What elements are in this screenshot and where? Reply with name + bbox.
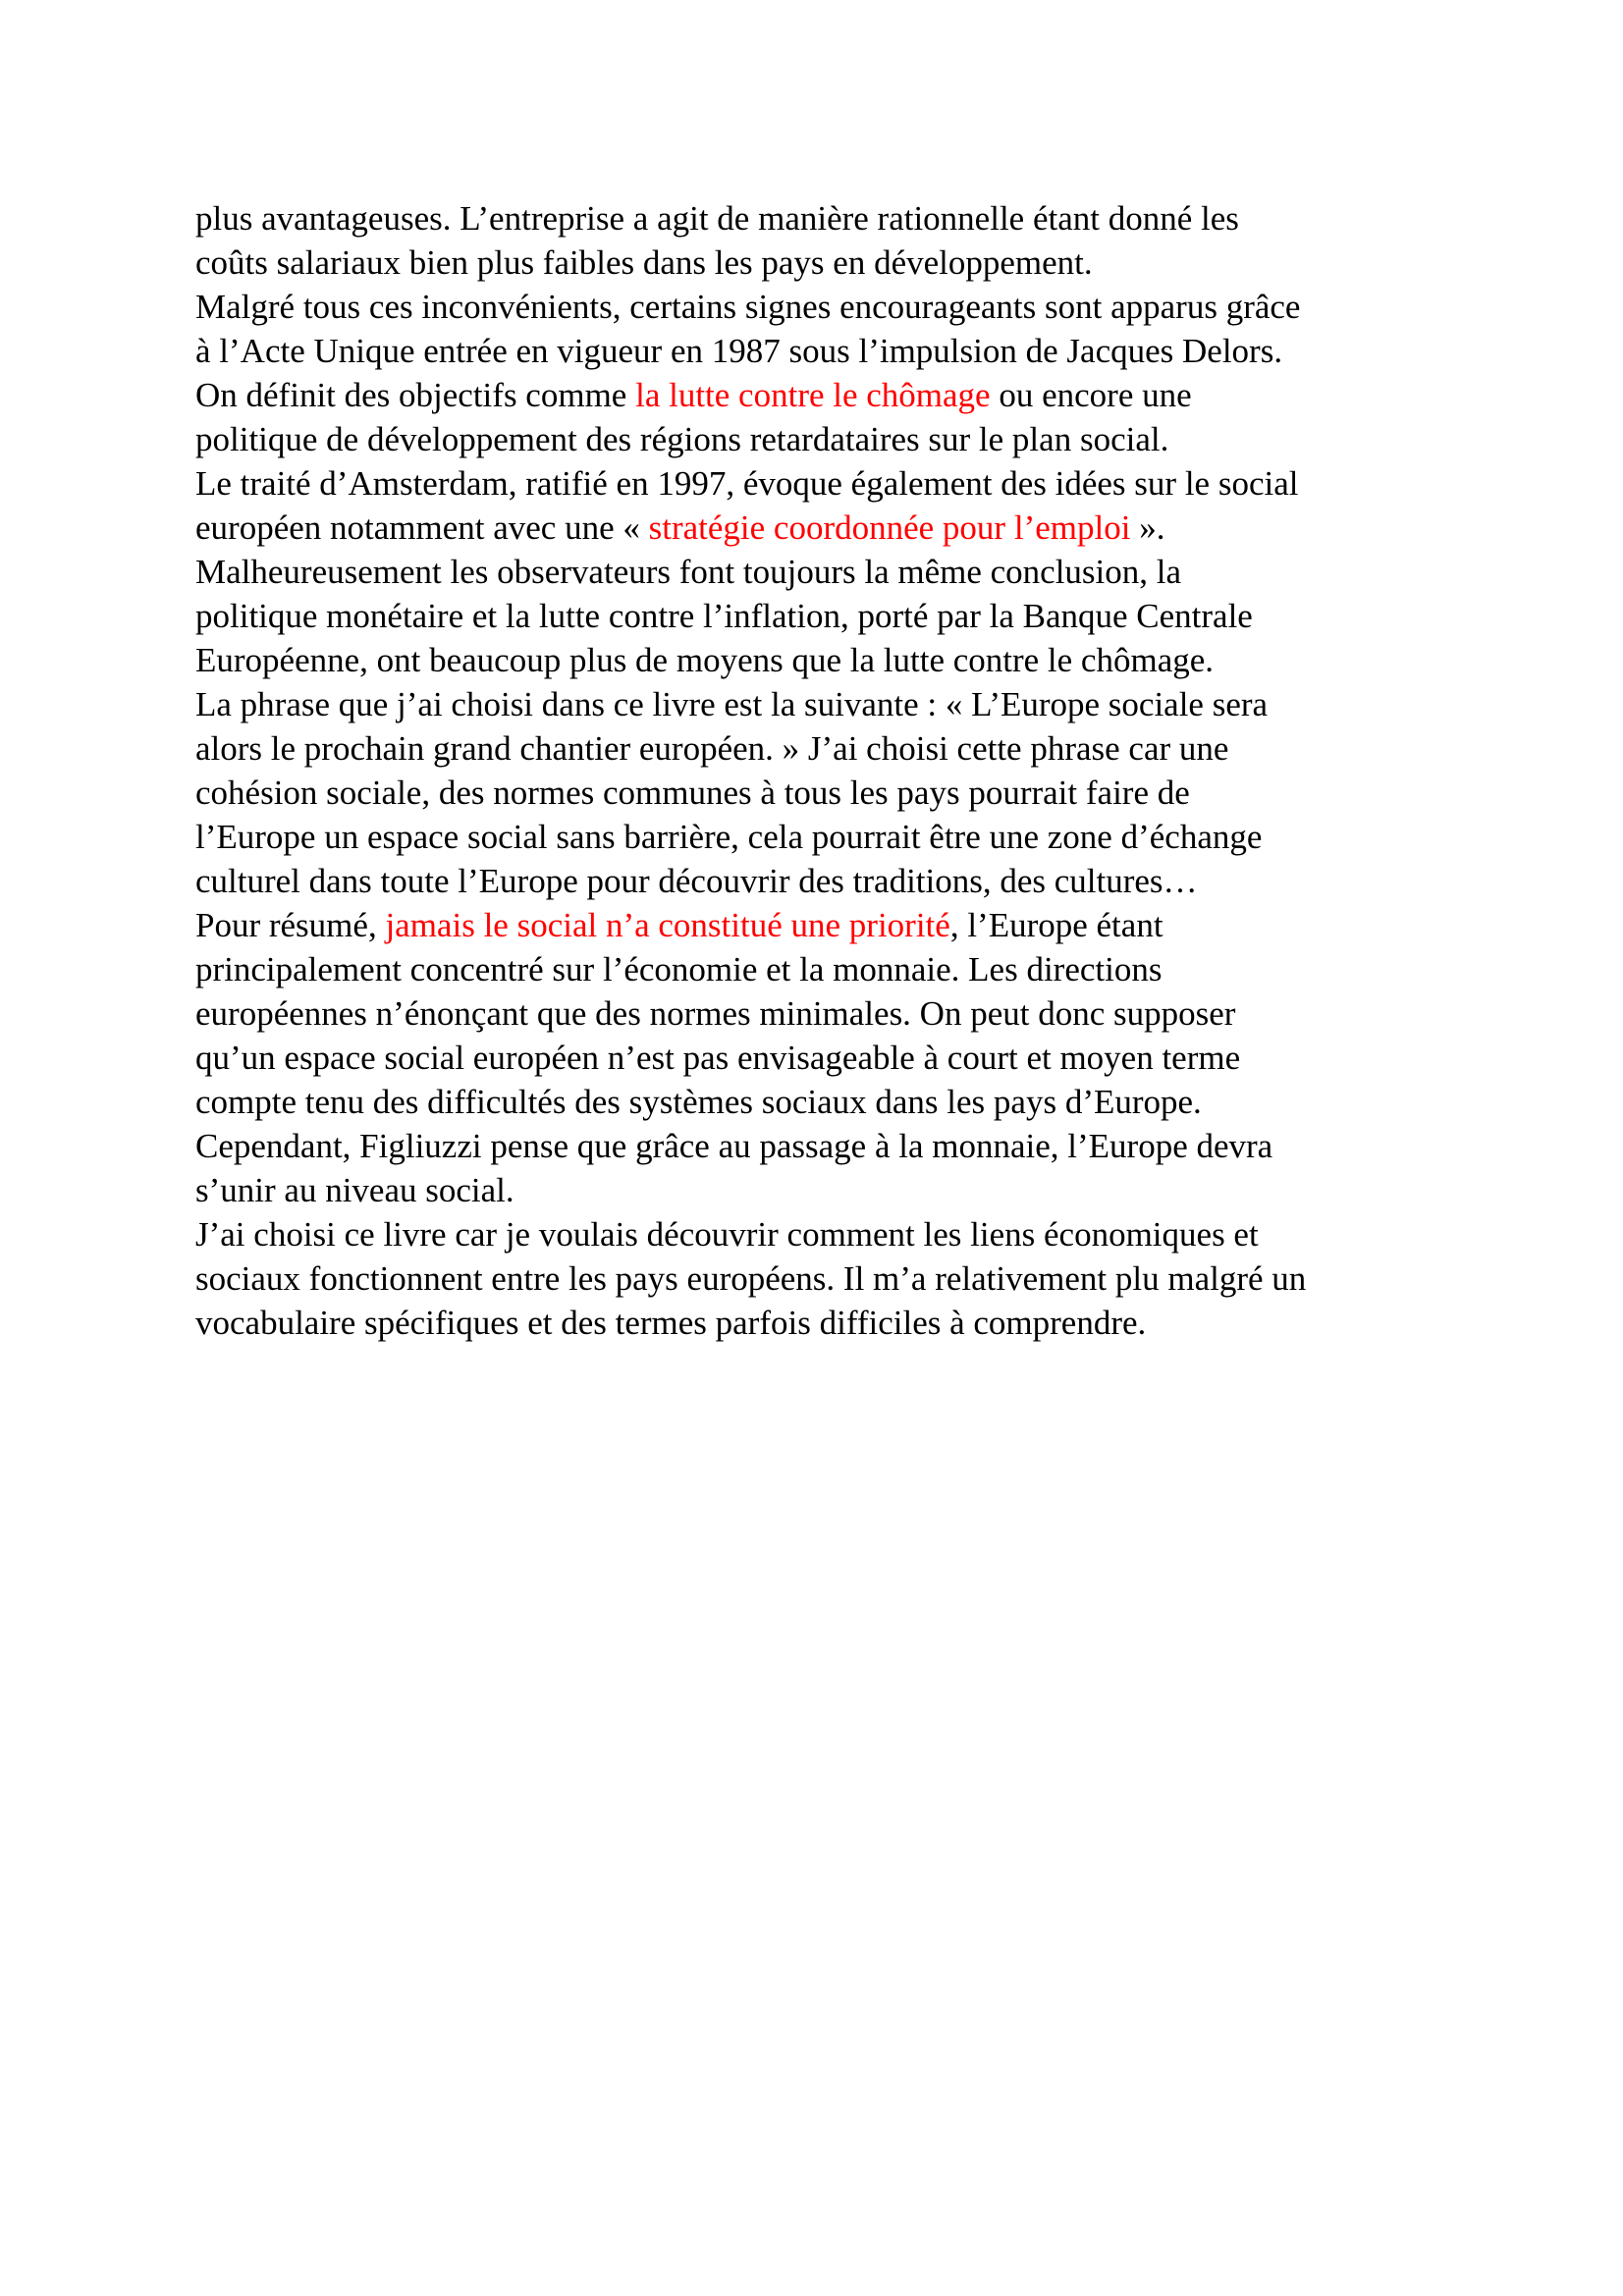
text-line: Le traité d’Amsterdam, ratifié en 1997, évoque également des idées sur le social (195, 464, 1299, 503)
text-segment: , l’Europe étant (949, 906, 1163, 944)
text-segment: Pour résumé, (195, 906, 386, 944)
text-line: à l’Acte Unique entrée en vigueur en 1987 sous l’impulsion de Jacques Delors. (195, 332, 1283, 370)
document-body-text (195, 196, 1462, 1345)
text-segment: On définit des objectifs comme (195, 376, 636, 414)
highlighted-phrase: stratégie coordonnée pour l’emploi (648, 508, 1131, 547)
text-line: coûts salariaux bien plus faibles dans les pays en développement. (195, 243, 1093, 282)
text-line: l’Europe un espace social sans barrière, cela pourrait être une zone d’échange (195, 818, 1263, 856)
text-segment: ou encore une (990, 376, 1192, 414)
text-line (195, 506, 1462, 550)
text-line: alors le prochain grand chantier européen. » J’ai choisi cette phrase car une (195, 729, 1229, 768)
text-line: Malheureusement les observateurs font toujours la même conclusion, la (195, 553, 1182, 591)
text-line: plus avantageuses. L’entreprise a agit de manière rationnelle étant donné les (195, 199, 1239, 238)
text-line: politique de développement des régions retardataires sur le plan social. (195, 420, 1169, 458)
text-line: culturel dans toute l’Europe pour découvrir des traditions, des cultures… (195, 862, 1198, 900)
text-line: J’ai choisi ce livre car je voulais découvrir comment les liens économiques et (195, 1215, 1259, 1254)
text-line: Malgré tous ces inconvénients, certains signes encourageants sont apparus grâce (195, 288, 1301, 326)
text-line (195, 903, 1462, 947)
highlighted-phrase: la lutte contre le chômage (635, 376, 991, 414)
text-line: politique monétaire et la lutte contre l’inflation, porté par la Banque Centrale (195, 597, 1253, 635)
text-line: qu’un espace social européen n’est pas envisageable à court et moyen terme (195, 1039, 1241, 1077)
text-line: s’unir au niveau social. (195, 1171, 514, 1209)
text-line (195, 373, 1462, 417)
text-line: La phrase que j’ai choisi dans ce livre est la suivante : « L’Europe sociale sera (195, 685, 1269, 723)
text-segment: européen notamment avec une « (195, 508, 649, 547)
text-line: compte tenu des difficultés des systèmes sociaux dans les pays d’Europe. (195, 1083, 1202, 1121)
text-segment: ». (1130, 508, 1165, 547)
text-line: sociaux fonctionnent entre les pays européens. Il m’a relativement plu malgré un (195, 1259, 1307, 1298)
text-line: vocabulaire spécifiques et des termes parfois difficiles à comprendre. (195, 1304, 1147, 1342)
text-line: principalement concentré sur l’économie et la monnaie. Les directions (195, 950, 1163, 988)
highlighted-phrase: jamais le social n’a constitué une priorité (385, 906, 950, 944)
text-line: Cependant, Figliuzzi pense que grâce au passage à la monnaie, l’Europe devra (195, 1127, 1273, 1165)
text-line: européennes n’énonçant que des normes minimales. On peut donc supposer (195, 994, 1236, 1033)
text-line: cohésion sociale, des normes communes à tous les pays pourrait faire de (195, 774, 1190, 812)
text-line: Européenne, ont beaucoup plus de moyens que la lutte contre le chômage. (195, 641, 1215, 679)
